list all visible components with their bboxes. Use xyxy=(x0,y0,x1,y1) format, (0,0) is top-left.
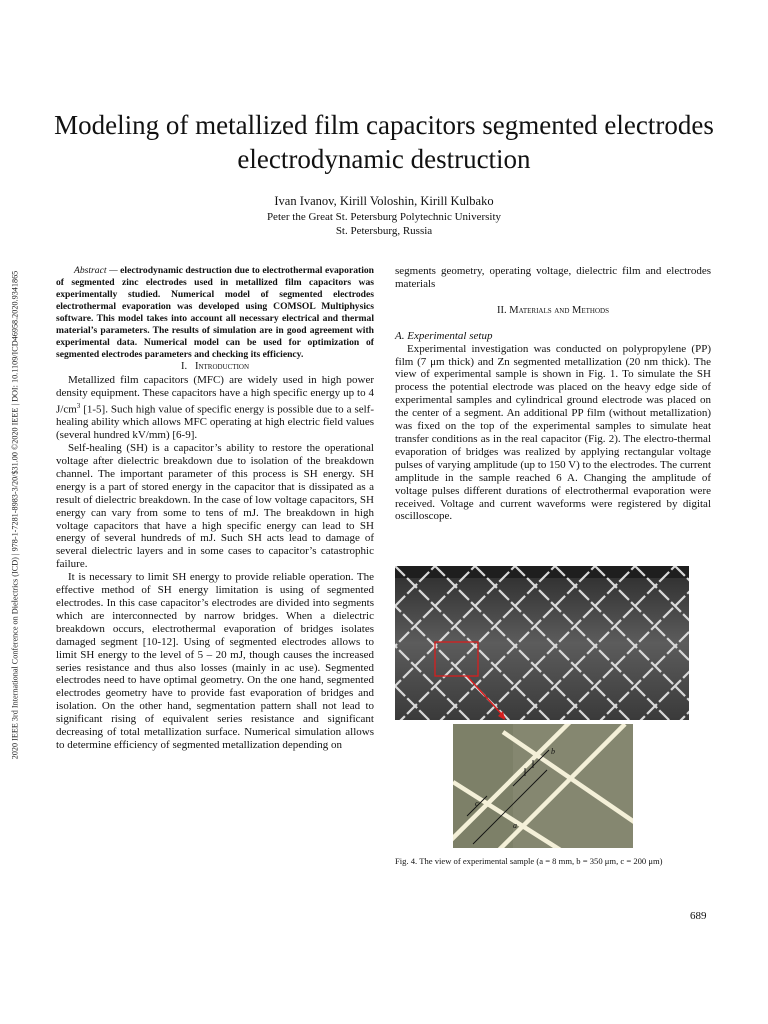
section-title: Materials and Methods xyxy=(509,304,609,316)
doi-text: 2020 IEEE 3rd International Conference on Dielectrics (ICD) | 978-1-7281-8983-3/20/$31.00 ©2020 IEEE | DOI: 10.1109/ICD46958.2020.9341865 xyxy=(10,270,20,760)
label-c: c xyxy=(475,799,479,808)
paper-title: Modeling of metallized film capacitors segmented electrodes electrodynamic destruction xyxy=(54,110,714,174)
left-column xyxy=(56,265,374,752)
intro-p1-text: Metallized film capacitors (MFC) are widely used in high power density equipment. These capacitors have a high specific energy up to 4 J/cm xyxy=(56,373,374,416)
abstract-body: electrodynamic destruction due to electrothermal evaporation of segmented zinc electrodes used in metallized film capacitors was experimentally studied. Numerical model of segmented electrodes electrothermal evaporation was developed using COMSOL Multiphysics software. This model takes into account all necessary electrical and thermal material’s parameters. The results of simulation are in good agreement with experimental data. Numerical model can be used for optimization of segmented electrodes parameters and checking its efficiency. xyxy=(56,265,374,360)
section-number: II. xyxy=(496,304,507,316)
intro-paragraph-2: Self-healing (SH) is a capacitor’s ability to restore the operational voltage after dielectric breakdown due to isolation of the breakdown channel. The important parameter of this process is SH energy. SH energy is a part of stored energy in the capacitor that is dissipated as a result of dielectric breakdown. In the case of low voltage capacitors, SH energy can vary from some to tens of mJ. The breakdown in high voltage capacitors that have a high specific energy can lead to SH energy of several hundreds of mJ. Such SH acts lead to damage of several dielectric layers and in some cases to capacitor’s catastrophic failure. xyxy=(56,442,374,571)
intro-continuation: segments geometry, operating voltage, dielectric film and electrodes materials xyxy=(395,265,711,290)
right-column xyxy=(395,265,711,523)
intro-p1-text-cont: [1-5]. Such high value of specific energy is possible due to a self-healing ability which allows MFC operating at high electric field values (several hundred kV/mm) [6-9]. xyxy=(56,403,374,442)
section-number: I. xyxy=(180,361,188,372)
affiliation xyxy=(0,210,768,238)
authors: Ivan Ivanov, Kirill Voloshin, Kirill Kulbako xyxy=(274,194,494,208)
label-a: a xyxy=(513,821,517,830)
page-number: 689 xyxy=(690,910,707,922)
intro-paragraph-3: It is necessary to limit SH energy to provide reliable operation. The effective method of SH energy limitation is using of segmented electrodes. In this case capacitor’s electrodes are divided into segments which are interconnected by narrow bridges. When a dielectric breakdown occurs, electrothermal evaporation of bridges isolates damaged segment [10-12]. Using of segmented electrodes allows to limit SH energy to the level of 5 – 20 mJ, though causes the increased series resistance and thus also losses (mainly in ac use). Segmented electrodes need to have optimal geometry. On the one hand, segmented electrodes geometry have to provide fast evaporation of bridges and isolation. On the other hand, segmentation pattern shall not lead to significant rising of equivalent series resistance and significant decreasing of total metallization surface. Numerical simulation allows to determine efficiency of segmented metallization depending on xyxy=(56,571,374,751)
abstract xyxy=(56,265,374,361)
superscript: 3 xyxy=(76,401,81,410)
figure-caption: Fig. 4. The view of experimental sample (a = 8 mm, b = 350 μm, c = 200 μm) xyxy=(395,856,663,866)
doi-sidebar xyxy=(8,230,22,800)
section-heading-methods xyxy=(395,305,711,318)
section-title: Introduction xyxy=(194,361,250,372)
setup-paragraph: Experimental investigation was conducted on polypropylene (PP) film (7 μm thick) and Zn segmented metallization (20 nm thick). The view of experimental sample is shown in Fig. 1. To simulate the SH process the potential electrode was placed on the heavy edge side of experimental samples and cylindrical ground electrode was placed on the center of a segment. An additional PP film (without metallization) was fixed on the top of the experimental samples to simulate heat transfer conditions as in the real capacitor (Fig. 2). The electro-thermal evaporation of bridges was realized by applying rectangular voltage pulses of varying amplitude (up to 150 V) to the electrodes. The current amplitude in the sample reached 6 A. Changing the amplitude of voltage pulses different durations of electrothermal evaporation were received. Voltage and current waveforms were registered by digital oscilloscope. xyxy=(395,342,711,523)
figure-zoom-micrograph xyxy=(453,724,633,848)
intro-paragraph-1 xyxy=(56,374,374,442)
abstract-lead: Abstract — xyxy=(74,265,118,276)
affiliation-line-1: Peter the Great St. Petersburg Polytechnic University xyxy=(266,211,502,223)
section-heading-introduction xyxy=(56,361,374,374)
subsection-heading: A. Experimental setup xyxy=(395,329,493,342)
affiliation-line-2: St. Petersburg, Russia xyxy=(335,225,433,237)
figure-sample-photo xyxy=(395,566,689,720)
label-b: b xyxy=(551,747,555,756)
